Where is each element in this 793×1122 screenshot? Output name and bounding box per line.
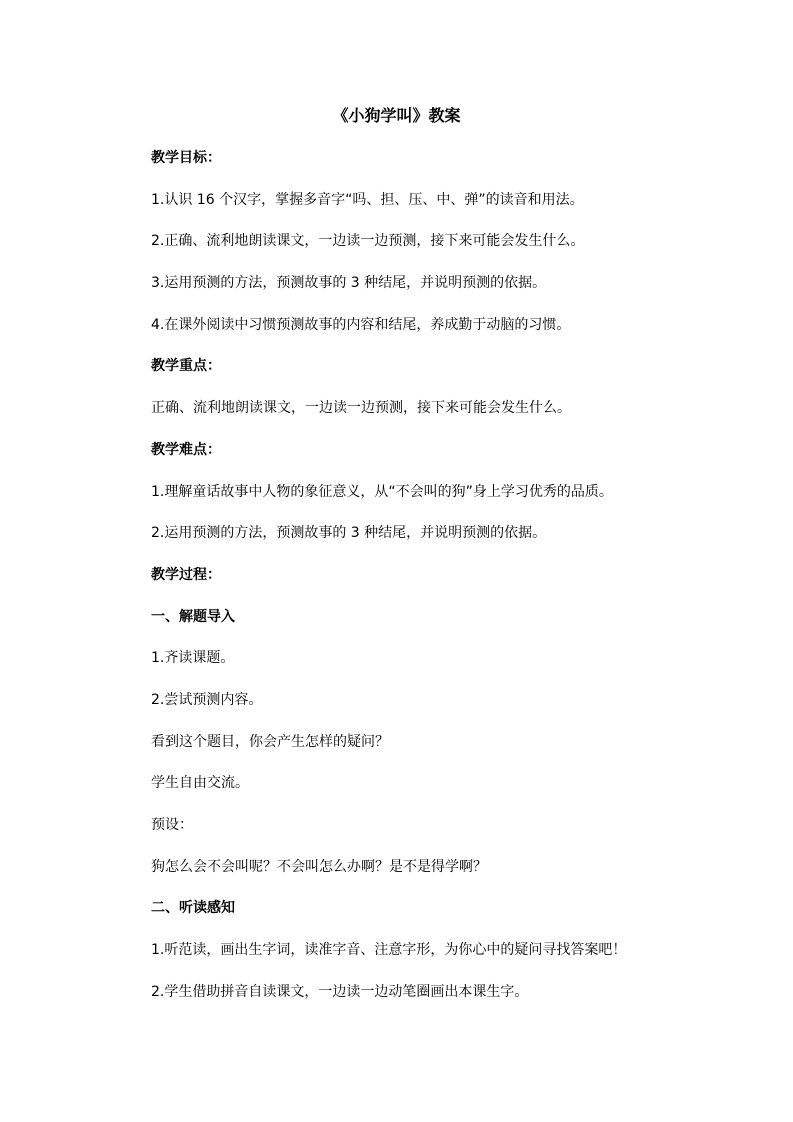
section-heading: 一、解题导入	[151, 608, 235, 625]
paragraph-line: 1.齐读课题。	[151, 650, 235, 667]
document-body	[151, 146, 711, 1021]
paragraph-line: 正确、流利地朗读课文，一边读一边预测，接下来可能会发生什么。	[151, 400, 571, 417]
paragraph-line: 预设：	[151, 817, 193, 833]
paragraph-line: 2.正确、流利地朗读课文，一边读一边预测，接下来可能会发生什么。	[151, 233, 585, 250]
paragraph-line: 狗怎么会不会叫呢？不会叫怎么办啊？是不是得学啊？	[151, 858, 487, 875]
paragraph-line: 1.认识 16 个汉字，掌握多音字“吗、担、压、中、弹”的读音和用法。	[151, 191, 584, 208]
paragraph-line: 看到这个题目，你会产生怎样的疑问？	[151, 733, 389, 750]
paragraph-line: 2.学生借助拼音自读课文，一边读一边动笔圈画出本课生字。	[151, 983, 529, 1000]
paragraph-line: 1.听范读，画出生字词，读准字音、注意字形，为你心中的疑问寻找答案吧！	[151, 942, 627, 959]
section-heading: 教学过程：	[151, 566, 221, 583]
paragraph-line: 2.尝试预测内容。	[151, 691, 263, 708]
paragraph-line: 3.运用预测的方法，预测故事的 3 种结尾，并说明预测的依据。	[151, 275, 547, 292]
paragraph-line: 4.在课外阅读中习惯预测故事的内容和结尾，养成勤于动脑的习惯。	[151, 316, 571, 333]
section-heading: 二、听读感知	[151, 900, 235, 917]
section-heading: 教学难点：	[151, 441, 221, 458]
section-heading: 教学重点：	[151, 358, 221, 375]
paragraph-line: 2.运用预测的方法，预测故事的 3 种结尾，并说明预测的依据。	[151, 525, 547, 542]
paragraph-line: 1.理解童话故事中人物的象征意义，从“不会叫的狗”身上学习优秀的品质。	[151, 483, 613, 500]
paragraph-line: 学生自由交流。	[151, 775, 249, 792]
section-heading: 教学目标：	[151, 150, 221, 166]
document-title: 《小狗学叫》教案	[332, 106, 461, 125]
